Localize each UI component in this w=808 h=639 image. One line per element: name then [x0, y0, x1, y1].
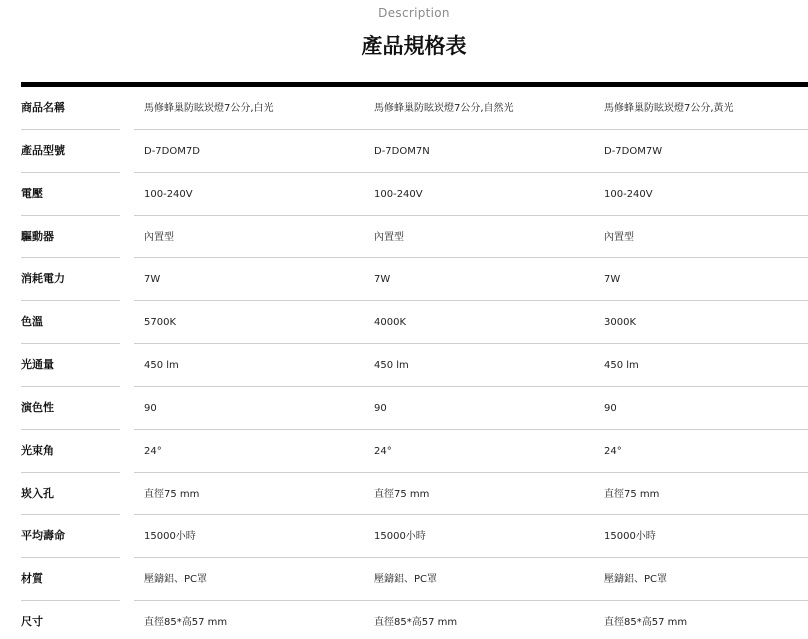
- spec-value: 24°: [374, 445, 392, 457]
- spec-value: 壓鑄鋁、PC罩: [604, 574, 668, 586]
- spec-label: 驅動器: [21, 216, 120, 259]
- spec-value: 15000小時: [604, 531, 656, 543]
- spec-value: 內置型: [144, 231, 174, 243]
- spec-value: 直徑85*高57 mm: [604, 617, 688, 629]
- spec-label: 材質: [21, 558, 120, 601]
- spec-value: 馬修蜂巢防眩崁燈7公分,黃光: [604, 103, 734, 114]
- spec-value: 15000小時: [144, 531, 196, 543]
- spec-values: [134, 87, 808, 130]
- spec-value: 5700K: [144, 317, 177, 329]
- spec-value: 90: [604, 402, 617, 414]
- spec-row-driver: [0, 216, 808, 259]
- spec-label: 平均壽命: [21, 515, 120, 558]
- spec-value: 7W: [604, 274, 621, 286]
- spec-label: 色溫: [21, 301, 120, 344]
- spec-row-cri: [0, 387, 808, 430]
- spec-row-material: [0, 558, 808, 601]
- spec-value: 壓鑄鋁、PC罩: [144, 574, 208, 586]
- spec-row-voltage: [0, 173, 808, 216]
- spec-values: [134, 601, 808, 639]
- spec-value: 90: [374, 402, 387, 414]
- spec-value: D-7DOM7W: [604, 145, 663, 157]
- spec-label: 尺寸: [21, 615, 43, 629]
- spec-row-model: [0, 130, 808, 173]
- spec-value: 直徑75 mm: [144, 488, 200, 500]
- spec-label: 光束角: [21, 430, 120, 473]
- spec-value: 450 lm: [374, 360, 409, 372]
- spec-value: 4000K: [374, 317, 407, 329]
- spec-values: [134, 258, 808, 301]
- spec-values: [134, 173, 808, 216]
- spec-label: 消耗電力: [21, 258, 120, 301]
- spec-values: [134, 473, 808, 516]
- page-title: 產品規格表: [361, 34, 467, 58]
- spec-value: 壓鑄鋁、PC罩: [374, 574, 438, 586]
- spec-values: [134, 387, 808, 430]
- spec-label: 商品名稱: [21, 87, 120, 130]
- spec-row-beam-angle: [0, 430, 808, 473]
- spec-values: [134, 216, 808, 259]
- spec-value: 3000K: [604, 317, 637, 329]
- spec-label: 產品型號: [21, 130, 120, 173]
- spec-value: 90: [144, 402, 157, 414]
- spec-value: 450 lm: [144, 360, 179, 372]
- spec-row-cutout: [0, 473, 808, 516]
- spec-value: 7W: [374, 274, 391, 286]
- section-eyebrow: Description: [378, 6, 450, 20]
- spec-value: 內置型: [604, 231, 634, 243]
- spec-value: 100-240V: [374, 188, 423, 200]
- spec-row-power: [0, 258, 808, 301]
- spec-values: [134, 344, 808, 387]
- spec-row-product-name: [0, 87, 808, 130]
- spec-value: 100-240V: [604, 188, 653, 200]
- spec-value: D-7DOM7N: [374, 145, 430, 157]
- spec-values: [134, 558, 808, 601]
- spec-values: [134, 301, 808, 344]
- spec-row-size: [0, 601, 808, 639]
- spec-value: 450 lm: [604, 360, 639, 372]
- spec-value: 馬修蜂巢防眩崁燈7公分,白光: [144, 103, 274, 114]
- spec-value: D-7DOM7D: [144, 145, 200, 157]
- spec-values: [134, 515, 808, 558]
- spec-value: 24°: [604, 445, 622, 457]
- spec-value: 7W: [144, 274, 161, 286]
- spec-value: 馬修蜂巢防眩崁燈7公分,自然光: [374, 103, 514, 114]
- spec-value: 直徑75 mm: [604, 488, 660, 500]
- spec-label: 崁入孔: [21, 473, 120, 516]
- spec-value: 直徑75 mm: [374, 488, 430, 500]
- spec-value: 直徑85*高57 mm: [374, 617, 458, 629]
- spec-row-color-temp: [0, 301, 808, 344]
- spec-label: 光通量: [21, 344, 120, 387]
- spec-label: 演色性: [21, 387, 120, 430]
- spec-label: 電壓: [21, 173, 120, 216]
- spec-values: [134, 430, 808, 473]
- spec-values: [134, 130, 808, 173]
- spec-row-luminous-flux: [0, 344, 808, 387]
- spec-value: 100-240V: [144, 188, 193, 200]
- spec-table: [0, 87, 808, 639]
- spec-value: 15000小時: [374, 531, 426, 543]
- spec-value: 內置型: [374, 231, 404, 243]
- spec-value: 直徑85*高57 mm: [144, 617, 228, 629]
- spec-row-lifespan: [0, 515, 808, 558]
- spec-value: 24°: [144, 445, 162, 457]
